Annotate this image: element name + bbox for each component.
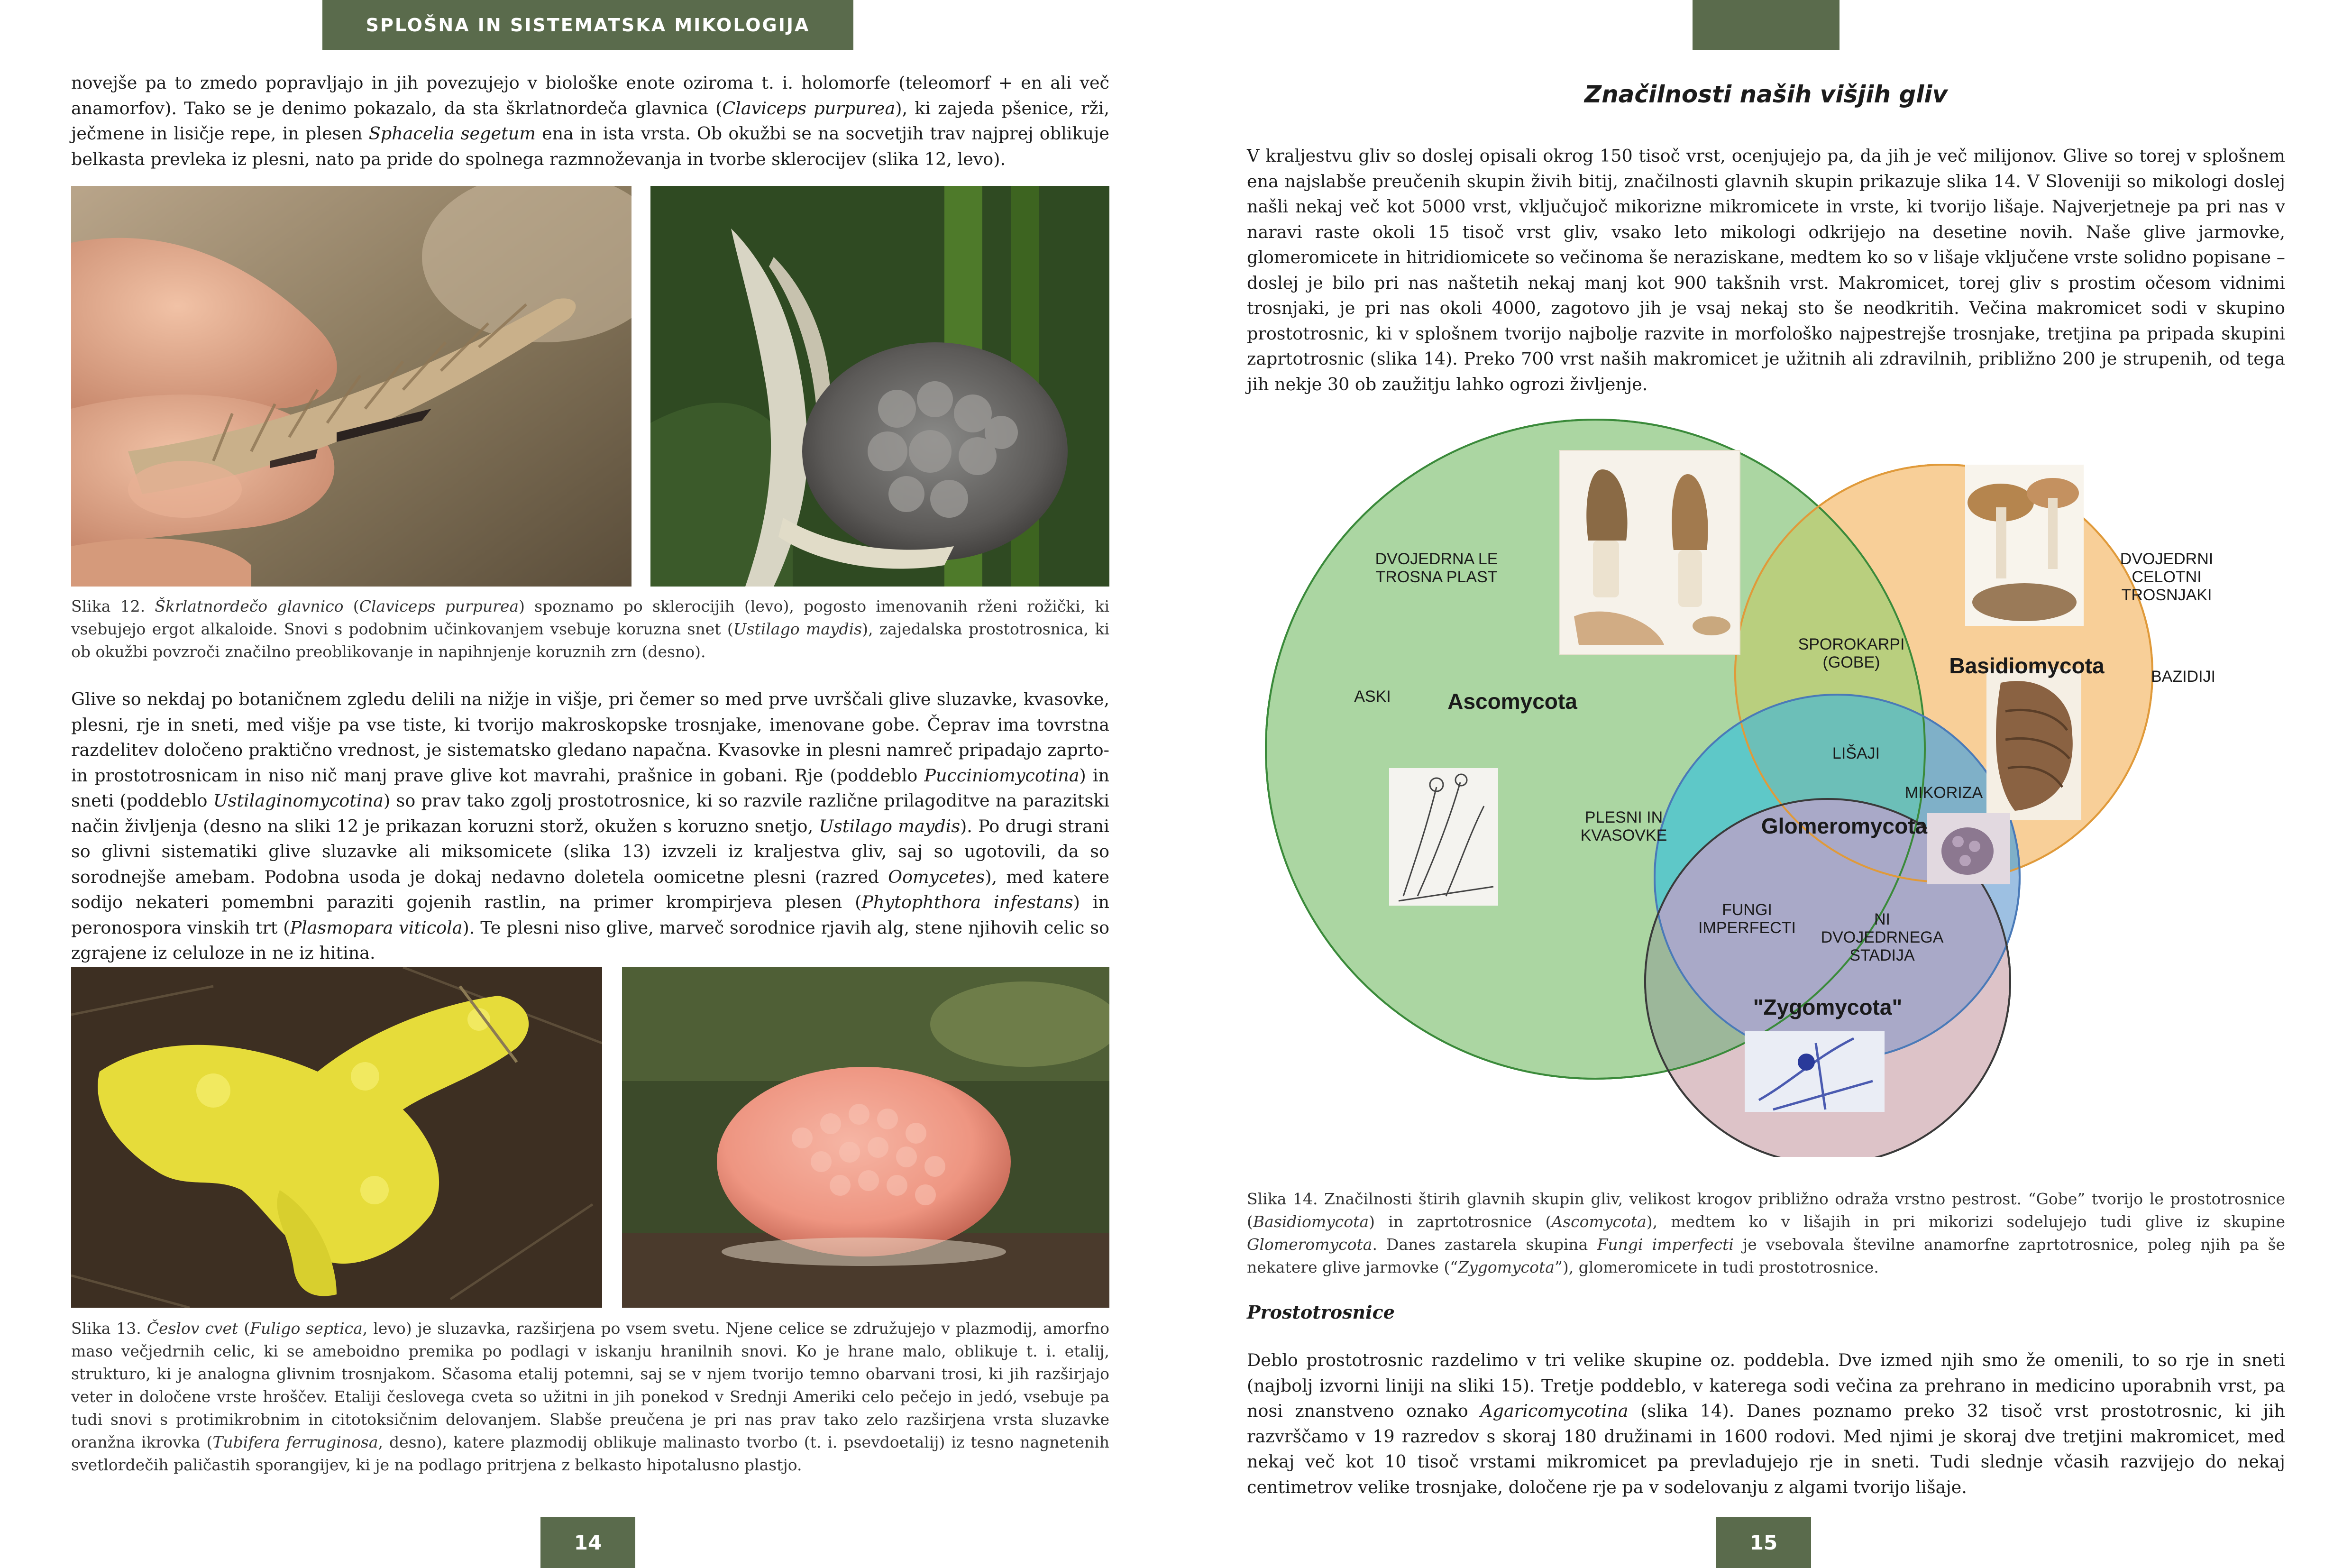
left-header-band — [322, 0, 853, 50]
label-aski: ASKI — [1354, 688, 1391, 706]
label-mikoriza: MIKORIZA — [1904, 784, 1983, 802]
label-ni-line2: DVOJEDRNEGA — [1821, 928, 1944, 946]
agaric-illustration — [1965, 465, 2084, 626]
label-bazidiji: BAZIDIJI — [2151, 668, 2216, 686]
section-heading: Značilnosti naših višjih gliv — [1584, 81, 1948, 108]
ascomycota-label: Ascomycota — [1447, 689, 1577, 714]
label-plesni-line2: KVASOVKE — [1580, 826, 1667, 844]
zygomycota-label: "Zygomycota" — [1753, 995, 1903, 1019]
label-fungi-line2: IMPERFECTI — [1698, 919, 1796, 937]
left-intro-paragraph: novejše pa to zmedo popravljajo in jih povezujejo v biološke enote oziroma t. i. holomorfe (teleomorf + en ali več anamorfov). Tako se je denimo pokazalo, da sta škrlatnordeča glavnica (Claviceps purpurea), ki zajeda pšenice, rži, ječmene in lisičje repe, in plesen Sphacelia segetum ena in ista vrsta. Ob okužbi se na socvetjih trav najprej oblikuje belkasta prevleka iz plesni, nato pa pride do spolnega razmnoževanja in tvorbe sklerocijev (slika 12, levo). — [71, 73, 1110, 169]
caption-figure-13: Slika 13. Česlov cvet (Fuligo septica, levo) je sluzavka, razširjena po vsem svetu. Njene celice se združujejo v plazmodij, amorfno maso večjedrnih celic, ki se ameboidno premika po podlagi v iskanju hranilnih snovi. Ko je hrane malo, oblikuje t. i. etalij, strukturo, ki je analogna glivnim trosnjakom. Sčasoma etalij potemni, saj se v njem tvorijo temno obarvani trosi, ki jih razširjajo veter in določene vrste hroščev. Etaliji česlovega cveta so užitni in jih ponekod v Srednji Ameriki celo pečejo in jedó, vsebuje pa tudi snovi s protimikrobnim in citotoksičnim delovanjem. Slabše preučena je pri nas prav tako zelo razširjena vrsta sluzavke oranžna ikrovka (Tubifera ferruginosa, desno), katere plazmodij oblikuje malinasto tvorbo (t. i. psevdoetalij) iz tesno nagnetenih svetlordečih paličastih sporangijev, ki je na podlago pritrjena z belkasto hipotalusno plastjo. — [71, 1319, 1109, 1474]
left-body-paragraph: Glive so nekdaj po botaničnem zgledu delili na nižje in višje, pri čemer so med prve uvrščali glive sluzavke, kvasovke, plesni, rje in sneti, med višje pa vse tiste, ki tvorijo makroskopske trosnjake, imenovane gobe. Čeprav ima tovrstna razdelitev določeno praktično vrednost, je sistematsko gledano napačna. Kvasovke in plesni namreč pripadajo zaprto- in prostotrosnicam in niso nič manj prave glive kot mavrahi, prašnice in gobani. Rje (poddeblo Pucciniomycotina) in sneti (poddeblo Ustilaginomycotina) so prav tako zgolj prostotrosnice, ki so razvile različne prilagoditve na parazitski način življenja (desno na sliki 12 je prikazan koruzni storž, okužen s koruzno snetjo, Ustilago maydis). Po drugi strani so glivni sistematiki glive sluzavke ali miksomicete (slika 13) izvzeli iz kraljestva gliv, saj so ugotovili, da so sorodnejše amebam. Podobna usoda je dokaj nedavno doletela oomicetne plesni (razred Oomycetes), med katere sodijo nekateri pomembni paraziti gojenih rastlin, na primer krompirjeva plesen (Phytophthora infestans) in peronospora vinskih trt (Plasmopara viticola). Te plesni niso glive, marveč sorodnice rjavih alg, stene njihovih celic so zgrajene iz celuloze in ne iz hitina. — [71, 689, 1110, 963]
photo-fuligo-septica — [71, 967, 602, 1308]
label-dvojedrni-line1: DVOJEDRNI — [2120, 550, 2214, 568]
left-page-number: 14 — [574, 1531, 602, 1554]
morel-illustration — [1560, 450, 1740, 654]
label-dvojedrni-line2: CELOTNI — [2132, 568, 2202, 586]
zygomycota-micrograph — [1745, 1031, 1885, 1112]
ascus-drawing — [1389, 768, 1498, 906]
photo-tubifera-ferruginosa — [622, 967, 1109, 1308]
subheading-prostotrosnice: Prostotrosnice — [1247, 1302, 1395, 1323]
label-dvojedrna-line1: DVOJEDRNA LE — [1375, 550, 1498, 568]
caption-figure-12: Slika 12. Škrlatnordečo glavnico (Claviceps purpurea) spoznamo po sklerocijih (levo), pogosto imenovanih rženi rožički, ki vsebujejo ergot alkaloide. Snovi s podobnim učinkovanjem vsebuje koruzna snet (Ustilago maydis), zajedalska prostotrosnica, ki ob okužbi povzroči značilno preoblikovanje in napihnjenje koruznih zrn (desno). — [71, 597, 1109, 661]
left-header-title: SPLOŠNA IN SISTEMATSKA MIKOLOGIJA — [366, 15, 810, 36]
photo-corn-smut — [650, 186, 1109, 587]
glomeromycota-micrograph — [1927, 813, 2010, 884]
label-lisaji: LIŠAJI — [1832, 744, 1880, 762]
glomeromycota-label: Glomeromycota — [1761, 814, 1928, 838]
photo-claviceps-sclerotia — [71, 186, 631, 587]
label-plesni-line1: PLESNI IN — [1584, 808, 1663, 826]
right-intro-paragraph: V kraljestvu gliv so doslej opisali okrog 150 tisoč vrst, ocenjujejo pa, da jih je več milijonov. Glive so torej v splošnem ena najslabše preučenih skupin živih bitij, značilnosti glavnih skupin prikazuje slika 14. V Sloveniji so mikologi doslej našli nekaj več kot 5000 vrst, vključujoč mikorizne mikromicete in vrste, ki tvorijo lišaje. Najverjetneje pa pri nas v naravi raste okoli 15 tisoč vrst gliv, vsako leto mikologi odkrijejo na desetine novih. Naše glive jarmovke, glomeromicete in hitridiomicete so večinoma še neraziskane, medtem ko so v lišaje vključene vrste solidno popisane – doslej je bilo pri nas naštetih nekaj manj kot 900 takšnih vrst. Makromicet, torej gliv s prostim očesom vidnimi trosnjaki, je pri nas okoli 4000, zagotovo jih je vsaj nekaj sto še neodkritih. Večina makromicet sodi v skupino prostotrosnic, ki v splošnem tvorijo najbolje razvite in morfološko najpestrejše trosnjake, tretjina pa pripada skupini zaprtotrosnic (slika 14). Preko 700 vrst naših makromicet je užitnih ali zdravilnih, približno 200 je strupenih, od tega jih nekje 30 ob zaužitju lahko ogrozi življenje. — [1247, 146, 2285, 394]
bracket-fungus-illustration — [1986, 669, 2081, 820]
right-page-number-band — [1716, 1517, 1811, 1568]
label-ni-line3: STADIJA — [1849, 946, 1915, 964]
right-header-band — [1693, 0, 1840, 50]
label-ni-line1: NI — [1874, 910, 1890, 928]
label-sporokarpi-line1: SPOROKARPI — [1798, 635, 1905, 653]
venn-diagram — [1247, 398, 2285, 1157]
label-dvojedrna-line2: TROSNA PLAST — [1375, 568, 1498, 586]
label-dvojedrni-line3: TROSNJAKI — [2121, 586, 2212, 604]
left-page-number-band — [540, 1517, 635, 1568]
label-fungi-line1: FUNGI — [1722, 901, 1772, 919]
basidiomycota-label: Basidiomycota — [1949, 653, 2105, 678]
right-body-paragraph: Deblo prostotrosnic razdelimo v tri velike skupine oz. poddebla. Dve izmed njih smo že omenili, to so rje in sneti (najbolj izvorni liniji na sliki 15). Tretje poddeblo, v katerega sodi večina za prehrano in medicino uporabnih vrst, pa nosi znanstveno oznako Agaricomycotina (slika 14). Danes poznamo preko 32 tisoč vrst prostotrosnic, ki jih razvrščamo v 19 razredov s skoraj 180 družinami in 1600 rodovi. Med njimi je skoraj dve tretjini makromicet, med nekaj več kot 10 tisoč vrstami mikromicet pa prevladujejo rje in sneti. Tudi slednje včasih razvijejo do nekaj centimetrov velike trosnjake, določene rje pa v sodelovanju z algami tvorijo lišaje. — [1247, 1350, 2285, 1497]
caption-figure-14: Slika 14. Značilnosti štirih glavnih skupin gliv, velikost krogov približno odraža vrstno pestrost. “Gobe” tvorijo le prostotrosnice (Basidiomycota) in zaprtotrosnice (Ascomycota), medtem ko v lišajih in pri mikorizi sodelujejo tudi glive iz skupine Glomeromycota. Danes zastarela skupina Fungi imperfecti je vsebovala številne anamorfne zaprtotrosnice, poleg njih pa še nekatere glive jarmovke (“Zygomycota”), glomeromicete in tudi prostotrosnice. — [1247, 1190, 2285, 1276]
label-sporokarpi-line2: (GOBE) — [1822, 653, 1880, 671]
right-page-number: 15 — [1749, 1531, 1778, 1554]
